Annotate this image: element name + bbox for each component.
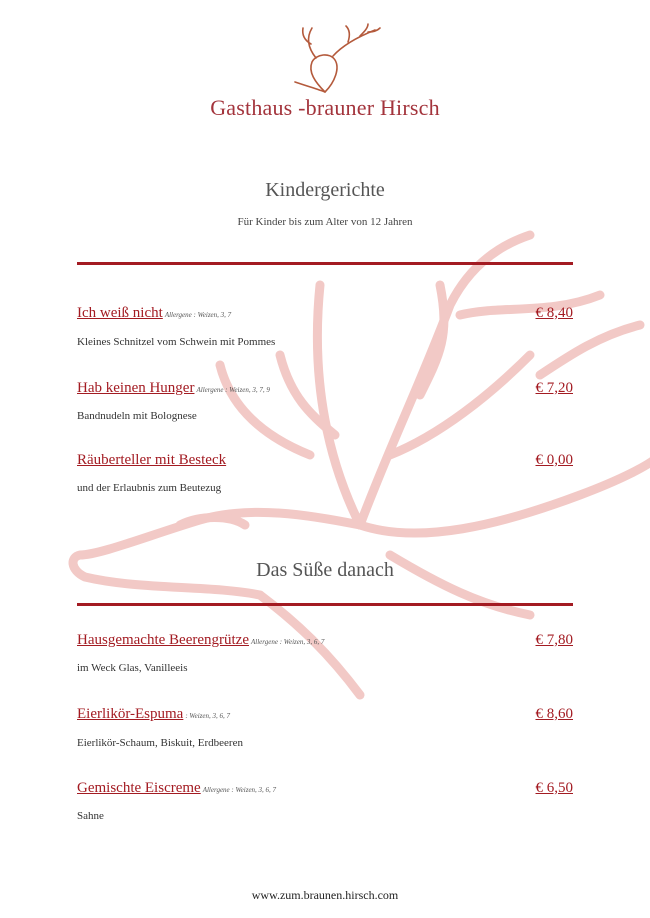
menu-item-price: € 7,20	[535, 380, 573, 396]
menu-item-name: Hausgemachte Beerengrütze Allergene : Weizen, 3, 6, 7	[77, 632, 325, 648]
menu-item-description: Sahne	[77, 810, 104, 822]
menu-item-price: € 8,60	[535, 706, 573, 722]
menu-item-name: Ich weiß nicht Allergene : Weizen, 3, 7	[77, 305, 232, 321]
menu-item-name: Eierlikör-Espuma : Weizen, 3, 6, 7	[77, 706, 230, 722]
section-divider	[77, 603, 573, 606]
menu-item-description: Eierlikör-Schaum, Biskuit, Erdbeeren	[77, 737, 243, 749]
footer-url[interactable]: www.zum.braunen.hirsch.com	[251, 888, 399, 902]
allergen-info: Allergene : Weizen, 3, 7, 9	[196, 386, 270, 394]
allergen-info: : Weizen, 3, 6, 7	[185, 712, 230, 720]
allergen-info: Allergene : Weizen, 3, 6, 7	[202, 786, 277, 794]
menu-item-description: und der Erlaubnis zum Beutezug	[77, 482, 222, 494]
allergen-info: Allergene : Weizen, 3, 6, 7	[251, 638, 325, 646]
section-title-kindergerichte: Kindergerichte	[265, 179, 385, 201]
menu-item-price: € 6,50	[535, 780, 573, 796]
brand-logo	[190, 22, 460, 142]
section-divider	[77, 262, 573, 265]
menu-item-name: Gemischte Eiscreme Allergene : Weizen, 3, 6, 7	[77, 780, 277, 796]
deer-head-icon	[190, 22, 460, 97]
menu-item-description: Bandnudeln mit Bolognese	[77, 410, 197, 422]
menu-item-price: € 7,80	[535, 632, 573, 648]
menu-item-name: Räuberteller mit Besteck	[77, 452, 227, 468]
menu-item-description: Kleines Schnitzel vom Schwein mit Pommes	[77, 336, 276, 348]
brand-name: Gasthaus -brauner Hirsch	[210, 95, 440, 120]
menu-item-price: € 0,00	[535, 452, 573, 468]
menu-item-description: im Weck Glas, Vanilleeis	[77, 662, 188, 674]
section-title-dessert: Das Süße danach	[256, 559, 394, 581]
menu-item-price: € 8,40	[535, 305, 573, 321]
section-subtitle-kindergerichte: Für Kinder bis zum Alter von 12 Jahren	[237, 216, 413, 228]
allergen-info: Allergene : Weizen, 3, 7	[164, 311, 232, 319]
menu-item-name: Hab keinen Hunger Allergene : Weizen, 3, 7, 9	[77, 380, 270, 396]
